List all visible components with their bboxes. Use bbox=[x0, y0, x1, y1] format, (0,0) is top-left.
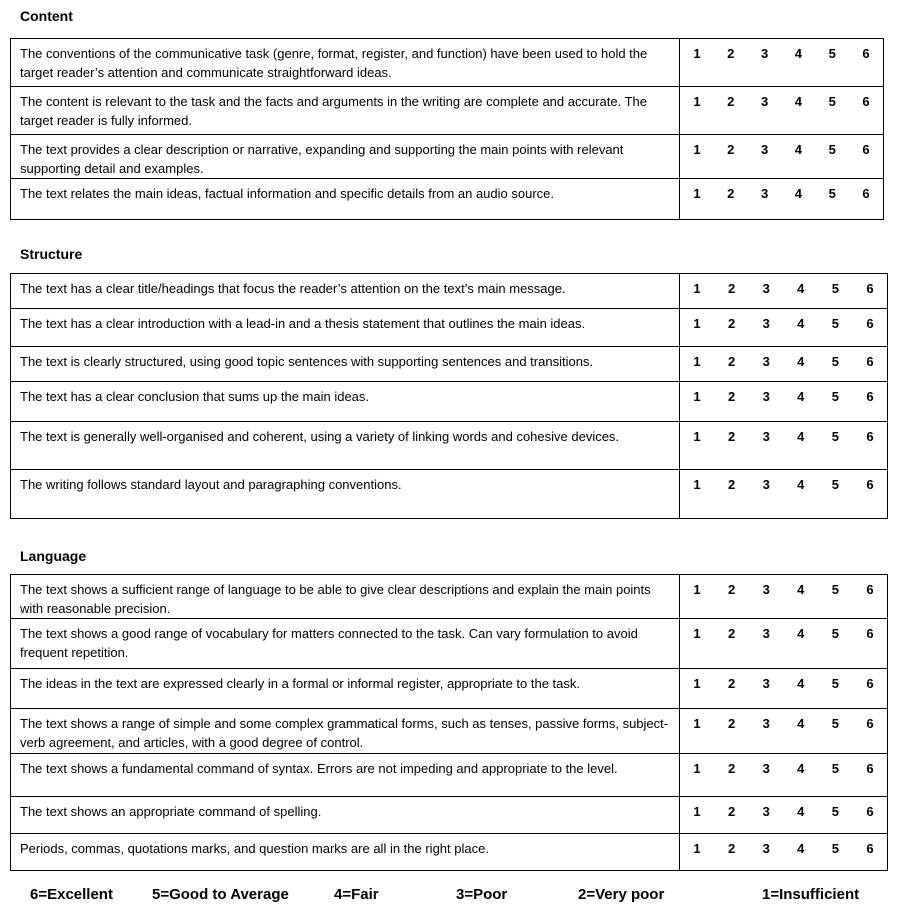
score-option-5: 5 bbox=[831, 626, 839, 641]
score-option-4: 4 bbox=[794, 186, 802, 201]
score-option-4: 4 bbox=[797, 804, 805, 819]
score-option-6: 6 bbox=[866, 316, 874, 331]
score-option-4: 4 bbox=[794, 94, 802, 109]
criterion-text: Periods, commas, quotations marks, and question marks are all in the right place. bbox=[11, 834, 680, 871]
criterion-text: The text is generally well-organised and coherent, using a variety of linking words and cohesive devices. bbox=[11, 422, 680, 470]
rubric-row bbox=[11, 309, 888, 347]
criterion-text: The content is relevant to the task and the facts and arguments in the writing are complete and accurate. The target reader is fully informed. bbox=[11, 87, 680, 135]
score-option-5: 5 bbox=[828, 46, 836, 61]
score-option-6: 6 bbox=[866, 389, 874, 404]
score-option-3: 3 bbox=[760, 94, 769, 109]
score-option-1: 1 bbox=[693, 354, 701, 369]
criterion-text: The text shows a sufficient range of language to be able to give clear descriptions and explain the main points with reasonable precision. bbox=[11, 575, 680, 619]
score-option-3: 3 bbox=[762, 841, 770, 856]
score-options bbox=[680, 475, 887, 494]
score-option-4: 4 bbox=[794, 142, 802, 157]
score-option-1: 1 bbox=[693, 429, 701, 444]
score-option-6: 6 bbox=[862, 142, 870, 157]
score-options bbox=[680, 140, 883, 159]
score-option-4: 4 bbox=[797, 389, 805, 404]
score-options bbox=[680, 44, 883, 63]
score-option-6: 6 bbox=[866, 354, 874, 369]
score-option-3: 3 bbox=[760, 142, 769, 157]
score-cell bbox=[680, 135, 884, 179]
score-option-5: 5 bbox=[828, 142, 836, 157]
legend-item-excellent: 6=Excellent bbox=[30, 886, 113, 903]
score-option-1: 1 bbox=[693, 761, 701, 776]
legend-item-insufficient: 1=Insufficient bbox=[762, 886, 860, 903]
score-option-5: 5 bbox=[831, 804, 839, 819]
score-option-1: 1 bbox=[693, 626, 701, 641]
score-option-2: 2 bbox=[727, 429, 736, 444]
score-option-5: 5 bbox=[831, 389, 839, 404]
criterion-text: The writing follows standard layout and paragraphing conventions. bbox=[11, 470, 680, 519]
score-option-2: 2 bbox=[727, 626, 736, 641]
rubric-row bbox=[11, 87, 884, 135]
score-option-6: 6 bbox=[866, 676, 874, 691]
score-option-5: 5 bbox=[831, 841, 839, 856]
score-option-1: 1 bbox=[693, 804, 701, 819]
score-option-3: 3 bbox=[762, 354, 770, 369]
score-option-4: 4 bbox=[797, 316, 805, 331]
rubric-row bbox=[11, 834, 888, 871]
score-option-6: 6 bbox=[866, 626, 874, 641]
criterion-text: The conventions of the communicative task (genre, format, register, and function) have been used to hold the target reader’s attention and communicate straightforward ideas. bbox=[11, 39, 680, 87]
criterion-text: The text shows a range of simple and some complex grammatical forms, such as tenses, passive forms, subject-verb agreement, and articles, with a good degree of control. bbox=[11, 709, 680, 754]
score-option-5: 5 bbox=[831, 716, 839, 731]
score-options bbox=[680, 759, 887, 778]
score-option-4: 4 bbox=[797, 716, 805, 731]
score-option-1: 1 bbox=[693, 316, 701, 331]
rubric-row bbox=[11, 382, 888, 422]
score-option-6: 6 bbox=[866, 429, 874, 444]
rubric-table-content bbox=[10, 38, 884, 220]
score-option-5: 5 bbox=[831, 281, 839, 296]
score-option-6: 6 bbox=[866, 716, 874, 731]
score-options bbox=[680, 674, 887, 693]
score-option-2: 2 bbox=[727, 186, 735, 201]
score-option-6: 6 bbox=[866, 761, 874, 776]
score-option-3: 3 bbox=[762, 477, 770, 492]
section-title-structure: Structure bbox=[20, 246, 83, 262]
score-option-2: 2 bbox=[727, 582, 736, 597]
rubric-row bbox=[11, 274, 888, 309]
score-option-1: 1 bbox=[693, 582, 701, 597]
criterion-text: The text has a clear title/headings that focus the reader’s attention on the text’s main message. bbox=[11, 274, 680, 309]
score-cell bbox=[680, 834, 888, 871]
score-option-4: 4 bbox=[797, 841, 805, 856]
score-option-6: 6 bbox=[862, 46, 870, 61]
score-option-3: 3 bbox=[762, 626, 770, 641]
scale-legend bbox=[0, 886, 903, 908]
criterion-text: The text shows a fundamental command of syntax. Errors are not impeding and appropriate to the level. bbox=[11, 754, 680, 797]
score-option-2: 2 bbox=[727, 354, 736, 369]
rubric-row bbox=[11, 575, 888, 619]
legend-item-good-to-average: 5=Good to Average bbox=[152, 886, 289, 903]
criterion-text: The text shows a good range of vocabulary for matters connected to the task. Can vary formulation to avoid frequent repetition. bbox=[11, 619, 680, 669]
score-cell bbox=[680, 382, 888, 422]
score-option-6: 6 bbox=[866, 841, 874, 856]
score-option-4: 4 bbox=[797, 429, 805, 444]
score-options bbox=[680, 314, 887, 333]
score-option-2: 2 bbox=[727, 841, 736, 856]
score-option-5: 5 bbox=[828, 186, 836, 201]
score-cell bbox=[680, 179, 884, 220]
rubric-row bbox=[11, 39, 884, 87]
score-options bbox=[680, 92, 883, 111]
score-option-6: 6 bbox=[866, 582, 874, 597]
criterion-text: The text shows an appropriate command of spelling. bbox=[11, 797, 680, 834]
score-option-2: 2 bbox=[727, 477, 736, 492]
score-option-5: 5 bbox=[831, 316, 839, 331]
score-option-4: 4 bbox=[797, 582, 805, 597]
score-option-3: 3 bbox=[762, 716, 770, 731]
criterion-text: The text provides a clear description or narrative, expanding and supporting the main points with relevant supporting detail and examples. bbox=[11, 135, 680, 179]
score-option-6: 6 bbox=[862, 94, 870, 109]
score-options bbox=[680, 184, 883, 203]
score-options bbox=[680, 352, 887, 371]
score-option-6: 6 bbox=[866, 477, 874, 492]
legend-item-fair: 4=Fair bbox=[334, 886, 379, 903]
rubric-row bbox=[11, 422, 888, 470]
score-option-2: 2 bbox=[727, 676, 736, 691]
score-option-1: 1 bbox=[693, 142, 701, 157]
criterion-text: The text has a clear introduction with a lead-in and a thesis statement that outlines the main ideas. bbox=[11, 309, 680, 347]
score-option-4: 4 bbox=[797, 281, 805, 296]
score-options bbox=[680, 279, 887, 298]
score-option-3: 3 bbox=[760, 186, 769, 201]
score-option-3: 3 bbox=[760, 46, 769, 61]
score-option-2: 2 bbox=[727, 761, 736, 776]
score-option-2: 2 bbox=[727, 716, 736, 731]
score-option-3: 3 bbox=[762, 429, 770, 444]
legend-item-very-poor: 2=Very poor bbox=[578, 886, 665, 903]
section-title-content: Content bbox=[20, 8, 73, 24]
score-cell bbox=[680, 797, 888, 834]
score-option-2: 2 bbox=[727, 281, 736, 296]
score-option-1: 1 bbox=[693, 676, 701, 691]
score-options bbox=[680, 624, 887, 643]
rubric-table-structure bbox=[10, 273, 888, 519]
score-option-5: 5 bbox=[831, 477, 839, 492]
score-option-3: 3 bbox=[762, 761, 770, 776]
score-option-3: 3 bbox=[762, 316, 770, 331]
score-option-4: 4 bbox=[797, 354, 805, 369]
score-option-1: 1 bbox=[693, 46, 701, 61]
score-cell bbox=[680, 422, 888, 470]
score-options bbox=[680, 714, 887, 733]
score-cell bbox=[680, 347, 888, 382]
score-option-5: 5 bbox=[828, 94, 836, 109]
score-options bbox=[680, 802, 887, 821]
rubric-row bbox=[11, 347, 888, 382]
rubric-row bbox=[11, 754, 888, 797]
score-option-6: 6 bbox=[866, 281, 874, 296]
score-cell bbox=[680, 309, 888, 347]
score-cell bbox=[680, 470, 888, 519]
criterion-text: The text has a clear conclusion that sums up the main ideas. bbox=[11, 382, 680, 422]
score-option-1: 1 bbox=[693, 94, 701, 109]
score-option-4: 4 bbox=[797, 676, 805, 691]
score-option-2: 2 bbox=[727, 316, 736, 331]
score-option-2: 2 bbox=[727, 46, 735, 61]
score-option-2: 2 bbox=[727, 94, 735, 109]
score-cell bbox=[680, 575, 888, 619]
rubric-row bbox=[11, 709, 888, 754]
criterion-text: The ideas in the text are expressed clearly in a formal or informal register, appropriate to the task. bbox=[11, 669, 680, 709]
score-option-5: 5 bbox=[831, 429, 839, 444]
rubric-row bbox=[11, 179, 884, 220]
score-option-3: 3 bbox=[762, 281, 770, 296]
score-option-5: 5 bbox=[831, 582, 839, 597]
score-option-1: 1 bbox=[693, 477, 701, 492]
rubric-row bbox=[11, 619, 888, 669]
score-option-1: 1 bbox=[693, 389, 701, 404]
score-option-4: 4 bbox=[794, 46, 802, 61]
score-option-2: 2 bbox=[727, 804, 736, 819]
score-option-1: 1 bbox=[693, 186, 701, 201]
score-cell bbox=[680, 669, 888, 709]
criterion-text: The text relates the main ideas, factual information and specific details from an audio source. bbox=[11, 179, 680, 220]
legend-item-poor: 3=Poor bbox=[456, 886, 508, 903]
score-option-5: 5 bbox=[831, 761, 839, 776]
rubric-row bbox=[11, 470, 888, 519]
criterion-text: The text is clearly structured, using good topic sentences with supporting sentences and transitions. bbox=[11, 347, 680, 382]
score-option-5: 5 bbox=[831, 354, 839, 369]
score-option-3: 3 bbox=[762, 582, 770, 597]
rubric-row bbox=[11, 669, 888, 709]
rubric-row bbox=[11, 797, 888, 834]
score-option-4: 4 bbox=[797, 626, 805, 641]
score-option-1: 1 bbox=[693, 716, 701, 731]
score-option-2: 2 bbox=[727, 389, 736, 404]
score-options bbox=[680, 427, 887, 446]
score-options bbox=[680, 580, 887, 599]
score-option-5: 5 bbox=[831, 676, 839, 691]
score-cell bbox=[680, 39, 884, 87]
score-cell bbox=[680, 754, 888, 797]
score-options bbox=[680, 387, 887, 406]
score-cell bbox=[680, 274, 888, 309]
score-option-3: 3 bbox=[762, 389, 770, 404]
score-option-1: 1 bbox=[693, 841, 701, 856]
rubric-table-language bbox=[10, 574, 888, 871]
score-cell bbox=[680, 87, 884, 135]
score-option-3: 3 bbox=[762, 804, 770, 819]
section-title-language: Language bbox=[20, 548, 87, 564]
score-option-2: 2 bbox=[727, 142, 735, 157]
rubric-row bbox=[11, 135, 884, 179]
score-option-4: 4 bbox=[797, 761, 805, 776]
score-option-1: 1 bbox=[693, 281, 701, 296]
score-cell bbox=[680, 709, 888, 754]
score-option-4: 4 bbox=[797, 477, 805, 492]
score-options bbox=[680, 839, 887, 858]
score-option-6: 6 bbox=[866, 804, 874, 819]
score-option-3: 3 bbox=[762, 676, 770, 691]
score-cell bbox=[680, 619, 888, 669]
score-option-6: 6 bbox=[862, 186, 870, 201]
